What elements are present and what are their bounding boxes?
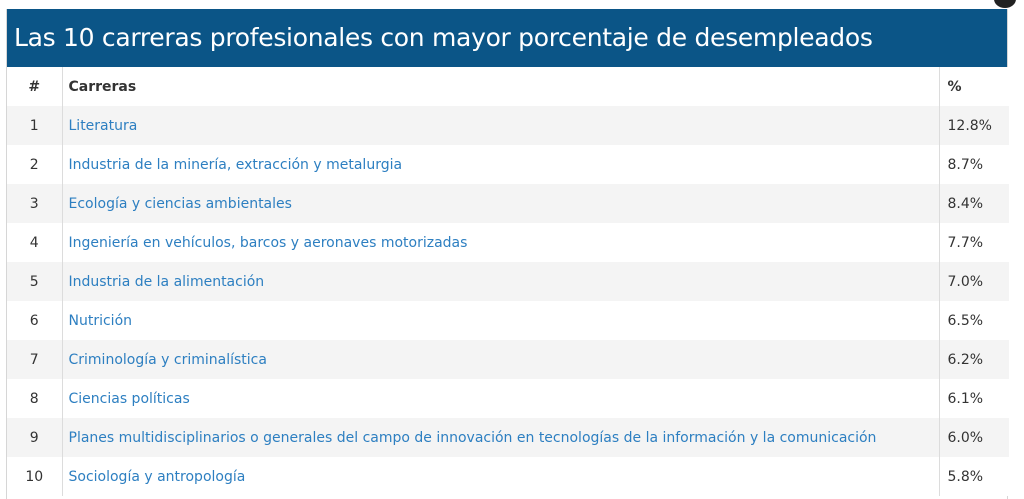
career-link[interactable]: Nutrición xyxy=(68,312,133,329)
table-row xyxy=(7,340,1009,379)
table-row xyxy=(7,418,1009,457)
table-row xyxy=(7,301,1009,340)
row-rank: 1 xyxy=(7,106,62,145)
row-percent: 7.0% xyxy=(939,262,1009,301)
career-link[interactable]: Ingeniería en vehículos, barcos y aeronaves motorizadas xyxy=(68,234,468,251)
career-link[interactable]: Ciencias políticas xyxy=(68,390,190,407)
row-rank: 4 xyxy=(7,223,62,262)
row-rank: 3 xyxy=(7,184,62,223)
table-row xyxy=(7,145,1009,184)
table-title: Las 10 carreras profesionales con mayor porcentaje de desempleados xyxy=(7,9,1007,67)
row-percent: 12.8% xyxy=(939,106,1009,145)
row-percent: 8.4% xyxy=(939,184,1009,223)
career-link[interactable]: Ecología y ciencias ambientales xyxy=(68,195,292,212)
table-body xyxy=(7,106,1009,496)
row-percent: 5.8% xyxy=(939,457,1009,496)
table-row xyxy=(7,184,1009,223)
row-rank: 10 xyxy=(7,457,62,496)
career-link[interactable]: Industria de la alimentación xyxy=(68,273,265,290)
career-link[interactable]: Industria de la minería, extracción y metalurgia xyxy=(68,156,403,173)
table-row xyxy=(7,457,1009,496)
row-rank: 6 xyxy=(7,301,62,340)
row-rank: 8 xyxy=(7,379,62,418)
row-percent: 6.0% xyxy=(939,418,1009,457)
table-row xyxy=(7,106,1009,145)
career-link[interactable]: Sociología y antropología xyxy=(68,468,246,485)
careers-table xyxy=(7,67,1009,496)
row-rank: 9 xyxy=(7,418,62,457)
row-percent: 6.1% xyxy=(939,379,1009,418)
header-rank: # xyxy=(7,67,62,106)
row-percent: 7.7% xyxy=(939,223,1009,262)
career-link[interactable]: Literatura xyxy=(68,117,138,134)
row-rank: 7 xyxy=(7,340,62,379)
careers-table-card xyxy=(6,9,1008,499)
row-percent: 8.7% xyxy=(939,145,1009,184)
table-row xyxy=(7,223,1009,262)
row-percent: 6.2% xyxy=(939,340,1009,379)
row-rank: 2 xyxy=(7,145,62,184)
header-career: Carreras xyxy=(62,67,939,106)
table-row xyxy=(7,262,1009,301)
header-percent: % xyxy=(939,67,1009,106)
row-percent: 6.5% xyxy=(939,301,1009,340)
table-header-row xyxy=(7,67,1009,106)
career-link[interactable]: Planes multidisciplinarios o generales del campo de innovación en tecnologías de la información y la comunicación xyxy=(68,429,877,446)
career-link[interactable]: Criminología y criminalística xyxy=(68,351,267,368)
table-row xyxy=(7,379,1009,418)
corner-avatar-fragment xyxy=(994,0,1016,8)
row-rank: 5 xyxy=(7,262,62,301)
